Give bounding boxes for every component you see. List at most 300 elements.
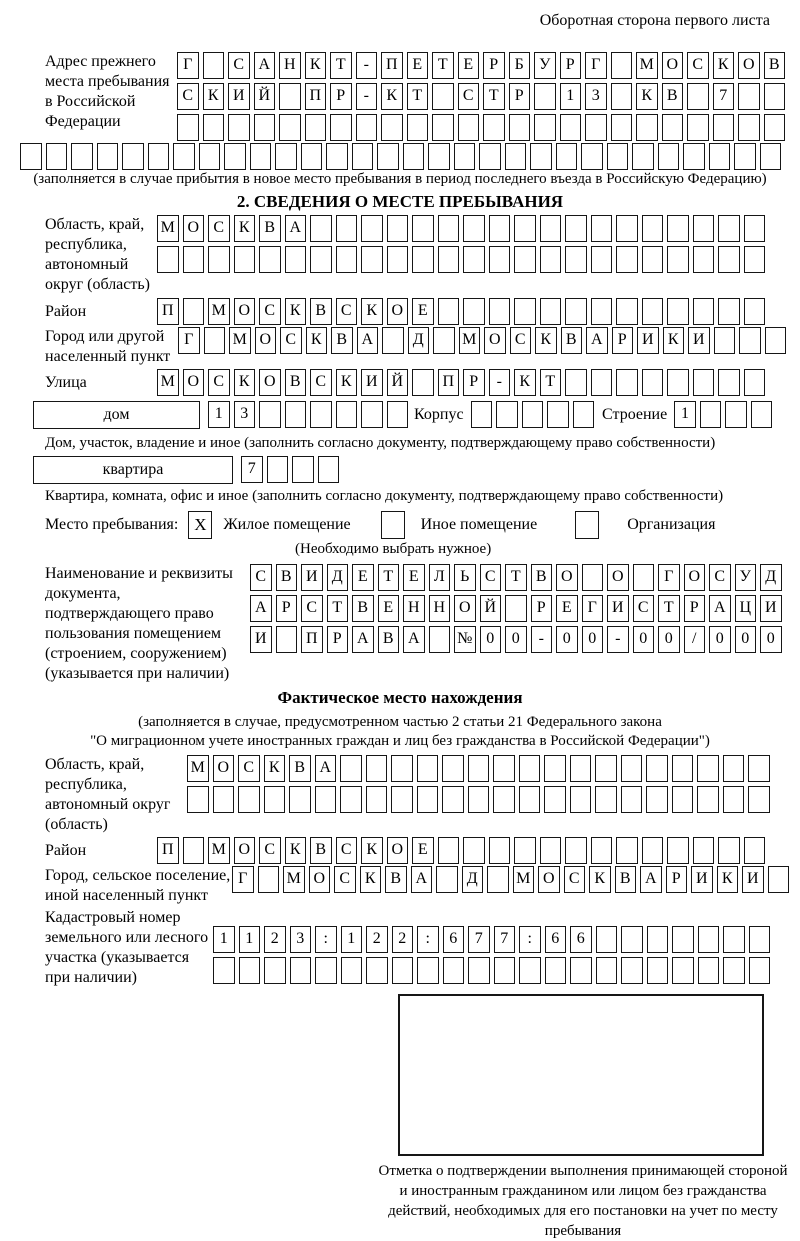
char-cell[interactable]	[565, 246, 587, 273]
char-cell[interactable]: 6	[545, 926, 567, 953]
char-cell[interactable]	[768, 866, 790, 893]
char-cell[interactable]: И	[250, 626, 272, 653]
char-cell[interactable]	[739, 327, 761, 354]
char-cell[interactable]	[336, 401, 358, 428]
char-cell[interactable]: С	[208, 369, 230, 396]
char-cell[interactable]: А	[709, 595, 731, 622]
char-cell[interactable]: Т	[330, 52, 352, 79]
char-cell[interactable]	[428, 143, 450, 170]
char-cell[interactable]: Й	[387, 369, 409, 396]
char-cell[interactable]: М	[513, 866, 535, 893]
char-cell[interactable]	[723, 957, 745, 984]
char-cell[interactable]	[647, 957, 669, 984]
char-cell[interactable]	[489, 837, 511, 864]
char-cell[interactable]	[591, 837, 613, 864]
char-cell[interactable]: Е	[378, 595, 400, 622]
char-cell[interactable]: К	[285, 837, 307, 864]
char-cell[interactable]	[213, 786, 235, 813]
char-cell[interactable]	[636, 114, 658, 141]
char-cell[interactable]: Р	[463, 369, 485, 396]
char-cell[interactable]	[340, 786, 362, 813]
char-cell[interactable]: Г	[232, 866, 254, 893]
char-cell[interactable]	[514, 215, 536, 242]
char-cell[interactable]	[672, 957, 694, 984]
char-cell[interactable]	[259, 246, 281, 273]
char-cell[interactable]: 1	[674, 401, 696, 428]
char-cell[interactable]	[279, 114, 301, 141]
char-cell[interactable]	[224, 143, 246, 170]
char-cell[interactable]	[463, 215, 485, 242]
char-cell[interactable]: :	[519, 926, 541, 953]
char-cell[interactable]: Р	[330, 83, 352, 110]
char-cell[interactable]: О	[255, 327, 277, 354]
char-cell[interactable]	[71, 143, 93, 170]
char-cell[interactable]: Р	[509, 83, 531, 110]
char-cell[interactable]: П	[157, 837, 179, 864]
char-cell[interactable]: Е	[556, 595, 578, 622]
char-cell[interactable]	[700, 401, 722, 428]
char-cell[interactable]	[183, 837, 205, 864]
char-cell[interactable]	[540, 837, 562, 864]
char-cell[interactable]	[646, 786, 668, 813]
char-cell[interactable]: И	[361, 369, 383, 396]
char-cell[interactable]	[417, 957, 439, 984]
char-cell[interactable]	[591, 215, 613, 242]
char-cell[interactable]: А	[254, 52, 276, 79]
char-cell[interactable]	[187, 786, 209, 813]
char-cell[interactable]	[264, 957, 286, 984]
char-cell[interactable]	[432, 83, 454, 110]
char-cell[interactable]	[565, 369, 587, 396]
char-cell[interactable]	[173, 143, 195, 170]
char-cell[interactable]	[463, 837, 485, 864]
other-premises-checkbox[interactable]	[381, 511, 405, 539]
char-cell[interactable]	[318, 456, 340, 483]
char-cell[interactable]	[122, 143, 144, 170]
char-cell[interactable]: 1	[208, 401, 230, 428]
char-cell[interactable]: Р	[531, 595, 553, 622]
char-cell[interactable]	[748, 786, 770, 813]
char-cell[interactable]: Г	[178, 327, 200, 354]
char-cell[interactable]: К	[589, 866, 611, 893]
char-cell[interactable]: М	[459, 327, 481, 354]
char-cell[interactable]: К	[717, 866, 739, 893]
char-cell[interactable]: К	[361, 837, 383, 864]
char-cell[interactable]	[239, 957, 261, 984]
char-cell[interactable]: 0	[633, 626, 655, 653]
char-cell[interactable]: У	[735, 564, 757, 591]
char-cell[interactable]	[718, 246, 740, 273]
char-cell[interactable]: 7	[241, 456, 263, 483]
char-cell[interactable]: К	[361, 298, 383, 325]
char-cell[interactable]: 6	[443, 926, 465, 953]
char-cell[interactable]: К	[360, 866, 382, 893]
char-cell[interactable]	[392, 957, 414, 984]
char-cell[interactable]: В	[561, 327, 583, 354]
char-cell[interactable]: П	[438, 369, 460, 396]
char-cell[interactable]	[658, 143, 680, 170]
char-cell[interactable]	[315, 786, 337, 813]
char-cell[interactable]	[616, 298, 638, 325]
char-cell[interactable]: Г	[177, 52, 199, 79]
char-cell[interactable]: С	[280, 327, 302, 354]
char-cell[interactable]: /	[684, 626, 706, 653]
char-cell[interactable]	[738, 83, 760, 110]
char-cell[interactable]	[514, 837, 536, 864]
char-cell[interactable]	[621, 926, 643, 953]
char-cell[interactable]	[519, 786, 541, 813]
char-cell[interactable]: О	[183, 215, 205, 242]
char-cell[interactable]	[234, 246, 256, 273]
char-cell[interactable]: Л	[429, 564, 451, 591]
char-cell[interactable]	[292, 456, 314, 483]
char-cell[interactable]	[616, 837, 638, 864]
char-cell[interactable]	[387, 215, 409, 242]
char-cell[interactable]	[744, 215, 766, 242]
char-cell[interactable]: 3	[234, 401, 256, 428]
char-cell[interactable]: :	[417, 926, 439, 953]
char-cell[interactable]	[672, 926, 694, 953]
char-cell[interactable]: В	[662, 83, 684, 110]
char-cell[interactable]	[458, 114, 480, 141]
char-cell[interactable]	[698, 957, 720, 984]
char-cell[interactable]: Р	[612, 327, 634, 354]
char-cell[interactable]	[544, 786, 566, 813]
char-cell[interactable]	[493, 755, 515, 782]
char-cell[interactable]: В	[378, 626, 400, 653]
char-cell[interactable]: С	[687, 52, 709, 79]
char-cell[interactable]	[494, 957, 516, 984]
char-cell[interactable]	[471, 401, 493, 428]
char-cell[interactable]	[764, 83, 786, 110]
char-cell[interactable]: Б	[509, 52, 531, 79]
char-cell[interactable]	[667, 369, 689, 396]
char-cell[interactable]	[672, 786, 694, 813]
char-cell[interactable]	[442, 786, 464, 813]
char-cell[interactable]: Т	[540, 369, 562, 396]
char-cell[interactable]	[714, 327, 736, 354]
char-cell[interactable]: -	[489, 369, 511, 396]
char-cell[interactable]	[310, 215, 332, 242]
char-cell[interactable]: 0	[658, 626, 680, 653]
char-cell[interactable]	[522, 401, 544, 428]
char-cell[interactable]: Т	[658, 595, 680, 622]
char-cell[interactable]: Д	[760, 564, 782, 591]
char-cell[interactable]	[366, 786, 388, 813]
char-cell[interactable]: Т	[407, 83, 429, 110]
char-cell[interactable]: О	[259, 369, 281, 396]
char-cell[interactable]	[534, 114, 556, 141]
char-cell[interactable]: О	[538, 866, 560, 893]
char-cell[interactable]: О	[662, 52, 684, 79]
char-cell[interactable]: В	[331, 327, 353, 354]
char-cell[interactable]: С	[458, 83, 480, 110]
char-cell[interactable]: М	[187, 755, 209, 782]
char-cell[interactable]	[483, 114, 505, 141]
char-cell[interactable]: М	[208, 837, 230, 864]
char-cell[interactable]: Е	[352, 564, 374, 591]
char-cell[interactable]: К	[234, 215, 256, 242]
char-cell[interactable]	[545, 957, 567, 984]
char-cell[interactable]: 2	[264, 926, 286, 953]
char-cell[interactable]	[177, 114, 199, 141]
char-cell[interactable]: О	[234, 837, 256, 864]
char-cell[interactable]: -	[356, 52, 378, 79]
char-cell[interactable]: Г	[585, 52, 607, 79]
char-cell[interactable]: И	[301, 564, 323, 591]
char-cell[interactable]: А	[640, 866, 662, 893]
char-cell[interactable]	[642, 837, 664, 864]
char-cell[interactable]: 0	[735, 626, 757, 653]
char-cell[interactable]: С	[480, 564, 502, 591]
char-cell[interactable]	[581, 143, 603, 170]
char-cell[interactable]: Р	[666, 866, 688, 893]
char-cell[interactable]	[687, 114, 709, 141]
char-cell[interactable]: 3	[290, 926, 312, 953]
char-cell[interactable]: Д	[462, 866, 484, 893]
char-cell[interactable]	[540, 298, 562, 325]
char-cell[interactable]: И	[637, 327, 659, 354]
char-cell[interactable]	[544, 755, 566, 782]
char-cell[interactable]: 0	[556, 626, 578, 653]
char-cell[interactable]: Е	[403, 564, 425, 591]
char-cell[interactable]	[301, 143, 323, 170]
char-cell[interactable]: О	[234, 298, 256, 325]
char-cell[interactable]	[647, 926, 669, 953]
char-cell[interactable]	[570, 957, 592, 984]
char-cell[interactable]	[718, 215, 740, 242]
char-cell[interactable]	[183, 246, 205, 273]
char-cell[interactable]	[693, 837, 715, 864]
char-cell[interactable]	[734, 143, 756, 170]
char-cell[interactable]: 3	[585, 83, 607, 110]
char-cell[interactable]	[208, 246, 230, 273]
char-cell[interactable]	[341, 957, 363, 984]
char-cell[interactable]: 1	[213, 926, 235, 953]
char-cell[interactable]: К	[305, 52, 327, 79]
char-cell[interactable]	[46, 143, 68, 170]
char-cell[interactable]	[632, 143, 654, 170]
char-cell[interactable]: Р	[684, 595, 706, 622]
char-cell[interactable]: 0	[709, 626, 731, 653]
char-cell[interactable]: О	[213, 755, 235, 782]
char-cell[interactable]: И	[691, 866, 713, 893]
char-cell[interactable]	[254, 114, 276, 141]
char-cell[interactable]: А	[403, 626, 425, 653]
char-cell[interactable]	[387, 246, 409, 273]
char-cell[interactable]	[570, 755, 592, 782]
char-cell[interactable]	[744, 837, 766, 864]
char-cell[interactable]	[361, 401, 383, 428]
char-cell[interactable]: Р	[276, 595, 298, 622]
char-cell[interactable]	[596, 957, 618, 984]
char-cell[interactable]	[565, 215, 587, 242]
char-cell[interactable]	[479, 143, 501, 170]
char-cell[interactable]	[366, 957, 388, 984]
char-cell[interactable]: В	[259, 215, 281, 242]
char-cell[interactable]: О	[387, 298, 409, 325]
char-cell[interactable]: 7	[713, 83, 735, 110]
char-cell[interactable]: К	[636, 83, 658, 110]
char-cell[interactable]: Е	[412, 298, 434, 325]
char-cell[interactable]	[275, 143, 297, 170]
char-cell[interactable]	[718, 837, 740, 864]
char-cell[interactable]	[238, 786, 260, 813]
char-cell[interactable]	[276, 626, 298, 653]
char-cell[interactable]	[310, 401, 332, 428]
char-cell[interactable]	[407, 114, 429, 141]
char-cell[interactable]: 1	[239, 926, 261, 953]
char-cell[interactable]	[693, 215, 715, 242]
char-cell[interactable]: В	[310, 298, 332, 325]
char-cell[interactable]	[468, 957, 490, 984]
char-cell[interactable]	[693, 369, 715, 396]
char-cell[interactable]: К	[203, 83, 225, 110]
char-cell[interactable]	[387, 401, 409, 428]
char-cell[interactable]: О	[738, 52, 760, 79]
char-cell[interactable]: П	[301, 626, 323, 653]
char-cell[interactable]	[326, 143, 348, 170]
char-cell[interactable]: Н	[403, 595, 425, 622]
char-cell[interactable]: 1	[341, 926, 363, 953]
char-cell[interactable]: К	[663, 327, 685, 354]
char-cell[interactable]: Д	[408, 327, 430, 354]
char-cell[interactable]	[514, 298, 536, 325]
char-cell[interactable]: А	[285, 215, 307, 242]
char-cell[interactable]: О	[309, 866, 331, 893]
char-cell[interactable]	[693, 298, 715, 325]
char-cell[interactable]	[228, 114, 250, 141]
char-cell[interactable]: 2	[366, 926, 388, 953]
char-cell[interactable]	[749, 926, 771, 953]
char-cell[interactable]: Г	[658, 564, 680, 591]
char-cell[interactable]	[697, 755, 719, 782]
char-cell[interactable]	[738, 114, 760, 141]
char-cell[interactable]	[315, 957, 337, 984]
char-cell[interactable]: М	[636, 52, 658, 79]
char-cell[interactable]	[713, 114, 735, 141]
char-cell[interactable]	[547, 401, 569, 428]
char-cell[interactable]: А	[315, 755, 337, 782]
char-cell[interactable]: К	[336, 369, 358, 396]
char-cell[interactable]: И	[760, 595, 782, 622]
char-cell[interactable]: -	[531, 626, 553, 653]
char-cell[interactable]	[183, 298, 205, 325]
char-cell[interactable]	[596, 926, 618, 953]
char-cell[interactable]: В	[276, 564, 298, 591]
char-cell[interactable]: 7	[494, 926, 516, 953]
char-cell[interactable]: К	[306, 327, 328, 354]
char-cell[interactable]: 2	[392, 926, 414, 953]
char-cell[interactable]	[573, 401, 595, 428]
char-cell[interactable]	[279, 83, 301, 110]
char-cell[interactable]	[438, 215, 460, 242]
char-cell[interactable]: С	[336, 298, 358, 325]
char-cell[interactable]	[565, 837, 587, 864]
char-cell[interactable]: П	[305, 83, 327, 110]
char-cell[interactable]: Н	[429, 595, 451, 622]
char-cell[interactable]	[463, 246, 485, 273]
char-cell[interactable]	[697, 786, 719, 813]
char-cell[interactable]: Й	[254, 83, 276, 110]
char-cell[interactable]	[519, 755, 541, 782]
char-cell[interactable]	[285, 401, 307, 428]
char-cell[interactable]	[157, 246, 179, 273]
char-cell[interactable]: С	[334, 866, 356, 893]
char-cell[interactable]	[305, 114, 327, 141]
char-cell[interactable]: И	[228, 83, 250, 110]
char-cell[interactable]: А	[411, 866, 433, 893]
char-cell[interactable]: В	[352, 595, 374, 622]
char-cell[interactable]	[505, 595, 527, 622]
char-cell[interactable]	[765, 327, 787, 354]
char-cell[interactable]	[377, 143, 399, 170]
char-cell[interactable]: 0	[582, 626, 604, 653]
char-cell[interactable]	[723, 786, 745, 813]
char-cell[interactable]: А	[357, 327, 379, 354]
char-cell[interactable]: 0	[760, 626, 782, 653]
char-cell[interactable]	[570, 786, 592, 813]
char-cell[interactable]: В	[531, 564, 553, 591]
char-cell[interactable]	[264, 786, 286, 813]
char-cell[interactable]	[611, 52, 633, 79]
char-cell[interactable]	[203, 52, 225, 79]
char-cell[interactable]: В	[310, 837, 332, 864]
char-cell[interactable]	[381, 114, 403, 141]
char-cell[interactable]: Е	[407, 52, 429, 79]
char-cell[interactable]: 1	[560, 83, 582, 110]
char-cell[interactable]: 0	[480, 626, 502, 653]
char-cell[interactable]: №	[454, 626, 476, 653]
char-cell[interactable]	[496, 401, 518, 428]
char-cell[interactable]	[199, 143, 221, 170]
char-cell[interactable]	[438, 837, 460, 864]
char-cell[interactable]	[591, 298, 613, 325]
char-cell[interactable]: 6	[570, 926, 592, 953]
char-cell[interactable]: С	[310, 369, 332, 396]
char-cell[interactable]	[642, 215, 664, 242]
char-cell[interactable]	[213, 957, 235, 984]
char-cell[interactable]: -	[356, 83, 378, 110]
char-cell[interactable]	[540, 246, 562, 273]
char-cell[interactable]: О	[684, 564, 706, 591]
char-cell[interactable]	[340, 755, 362, 782]
char-cell[interactable]: 7	[468, 926, 490, 953]
char-cell[interactable]: Е	[412, 837, 434, 864]
char-cell[interactable]: :	[315, 926, 337, 953]
char-cell[interactable]	[718, 369, 740, 396]
char-cell[interactable]	[683, 143, 705, 170]
char-cell[interactable]: П	[157, 298, 179, 325]
char-cell[interactable]	[642, 369, 664, 396]
char-cell[interactable]: С	[633, 595, 655, 622]
char-cell[interactable]	[519, 957, 541, 984]
char-cell[interactable]: С	[336, 837, 358, 864]
char-cell[interactable]	[591, 246, 613, 273]
char-cell[interactable]	[417, 786, 439, 813]
char-cell[interactable]: Р	[327, 626, 349, 653]
char-cell[interactable]: О	[556, 564, 578, 591]
char-cell[interactable]: А	[250, 595, 272, 622]
char-cell[interactable]: Р	[560, 52, 582, 79]
char-cell[interactable]: Т	[483, 83, 505, 110]
char-cell[interactable]: К	[535, 327, 557, 354]
char-cell[interactable]	[258, 866, 280, 893]
char-cell[interactable]: У	[534, 52, 556, 79]
char-cell[interactable]: 0	[505, 626, 527, 653]
char-cell[interactable]	[438, 246, 460, 273]
char-cell[interactable]	[662, 114, 684, 141]
